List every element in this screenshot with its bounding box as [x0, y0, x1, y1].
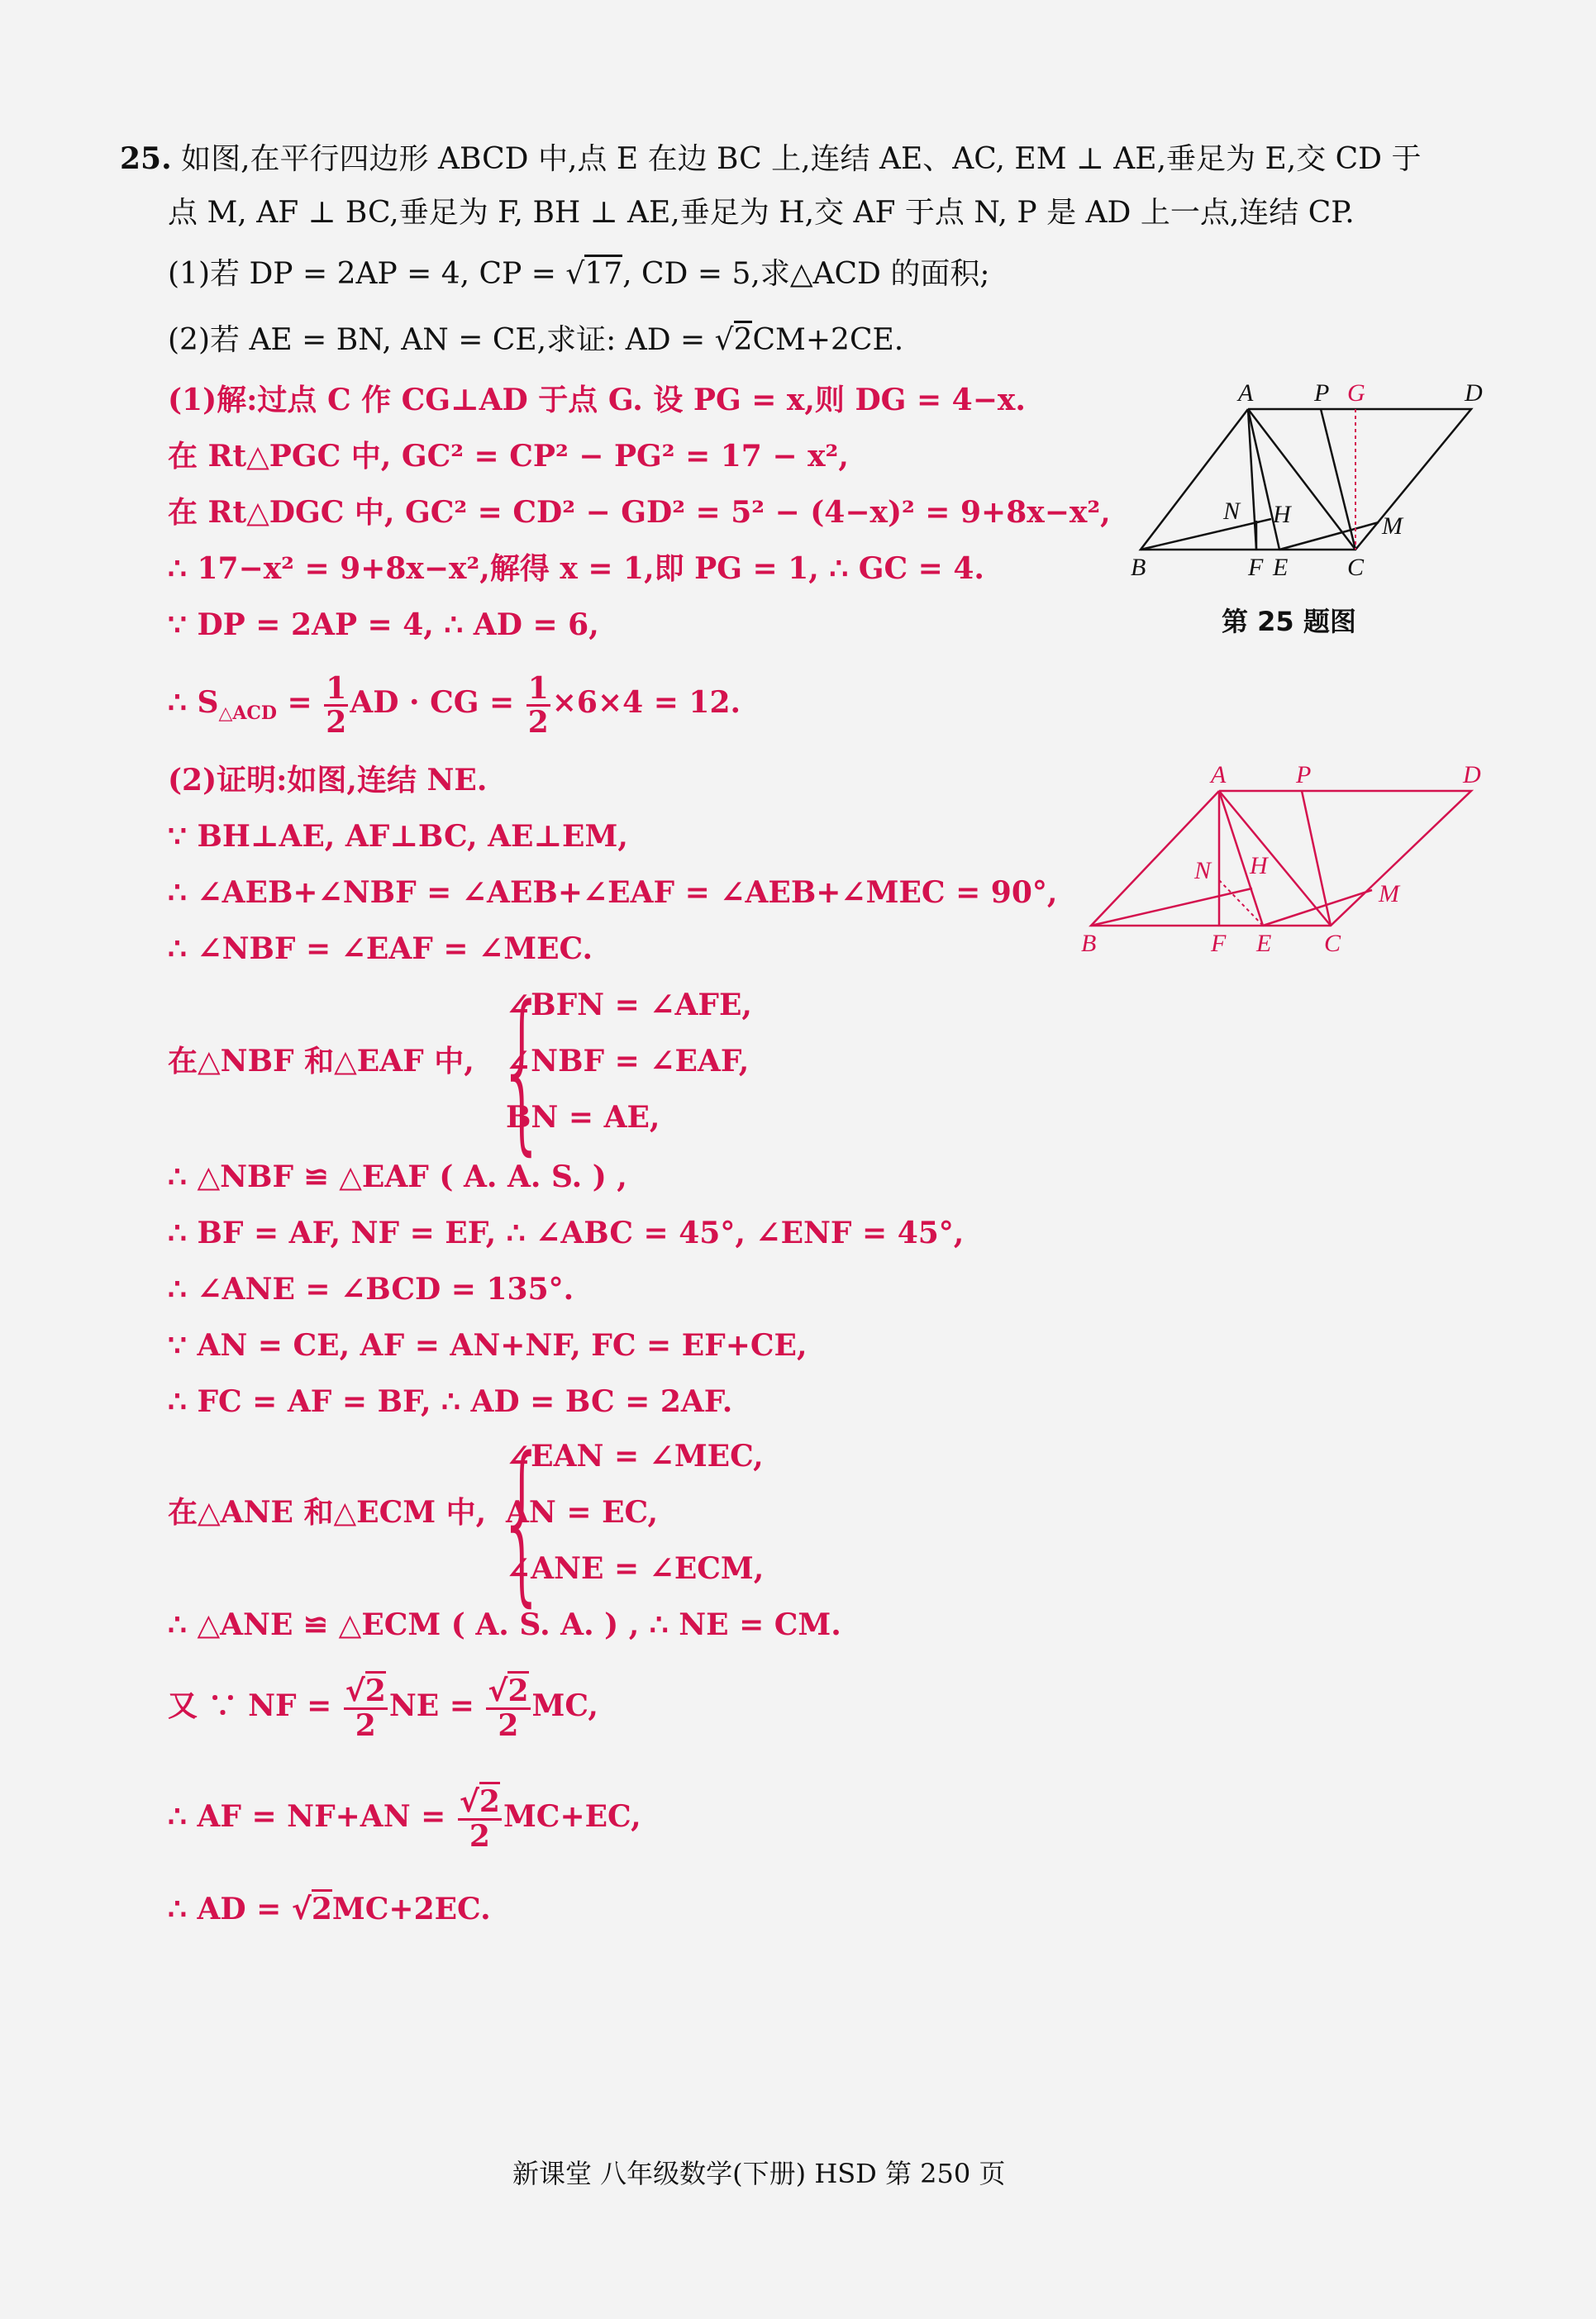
- part1-sqrt: 17: [584, 255, 622, 291]
- answer-text: 在△NBF 和△EAF 中,: [168, 1044, 474, 1079]
- answer-area-line: [168, 669, 741, 746]
- part2-text-a: (2)若 AE = BN, AN = CE,求证: AD =: [168, 323, 715, 357]
- figure-solution: [1074, 756, 1504, 963]
- system-1-eq-3: [506, 1098, 660, 1137]
- answer-line: [168, 1269, 574, 1309]
- label-c: C: [1347, 554, 1365, 581]
- fraction-numerator: [458, 1786, 502, 1821]
- sqrt-sign: √: [565, 257, 585, 291]
- answer-text: 在△ANE 和△ECM 中,: [168, 1495, 487, 1530]
- fraction-sqrt2-over-2: [486, 1675, 530, 1741]
- page-footer: 新课堂 八年级数学(下册) HSD 第 250 页: [512, 2158, 1006, 2189]
- label-f: F: [1211, 930, 1227, 957]
- fraction-denominator: 2: [469, 1819, 490, 1854]
- answer-text: ∴ ∠ANE = ∠BCD = 135°.: [168, 1272, 574, 1307]
- sqrt-sign: √: [459, 1785, 479, 1819]
- sqrt-value: 2: [312, 1889, 332, 1926]
- question-stem-1: 如图,在平行四边形 ABCD 中,点 E 在边 BC 上,连结 AE、AC, EM ⊥ AE,垂足为 E,交 CD 于: [181, 142, 1422, 176]
- question-stem-2: 点 M, AF ⊥ BC,垂足为 F, BH ⊥ AE,垂足为 H,交 AF 于点 N, P 是 AD 上一点,连结 CP.: [168, 196, 1355, 230]
- fraction-half: [324, 670, 348, 740]
- answer-text: ∴ ∠NBF = ∠EAF = ∠MEC.: [168, 931, 593, 966]
- answer-line: [168, 493, 1111, 532]
- answer-line: [168, 873, 1057, 912]
- question-part-2: [168, 321, 903, 360]
- fraction-denominator: 2: [498, 1708, 519, 1743]
- label-e: E: [1256, 930, 1272, 957]
- answer-line: [168, 1382, 732, 1421]
- fraction-numerator: [486, 1675, 530, 1710]
- answer-text: ∵ DP = 2AP = 4, ∴ AD = 6,: [168, 607, 599, 642]
- answer-text: ×6×4 = 12.: [551, 685, 741, 720]
- answer-line: [168, 1157, 627, 1197]
- label-f: F: [1248, 554, 1264, 581]
- label-a: A: [1211, 761, 1227, 788]
- sqrt-sign: √: [291, 1893, 312, 1926]
- answer-text: ∴ FC = AF = BF, ∴ AD = BC = 2AF.: [168, 1384, 733, 1419]
- fraction-numerator: [344, 1675, 388, 1710]
- sqrt-sign: √: [345, 1674, 365, 1708]
- fraction-denominator: 2: [355, 1708, 376, 1743]
- answer-line: [168, 605, 599, 645]
- system-1-eq-2: [506, 1041, 749, 1081]
- answer-text: ∠NBF = ∠EAF,: [506, 1044, 750, 1079]
- label-h: H: [1273, 501, 1291, 528]
- answer-line: [168, 549, 984, 588]
- segment-em: [1279, 522, 1379, 550]
- system-1-eq-1: [506, 985, 752, 1025]
- answer-line: [168, 436, 849, 476]
- answer-text: ∴ BF = AF, NF = EF, ∴ ∠ABC = 45°, ∠ENF = 45°,: [168, 1216, 965, 1250]
- answer-line-af: [168, 1777, 641, 1856]
- label-b: B: [1131, 554, 1146, 581]
- fraction-sqrt2-over-2: [458, 1786, 502, 1852]
- label-p: P: [1296, 761, 1312, 788]
- label-c: C: [1324, 930, 1341, 957]
- answer-text: =: [277, 685, 323, 720]
- answer-text: ∠EAN = ∠MEC,: [506, 1439, 764, 1474]
- answer-line: [168, 817, 628, 856]
- answer-line: [168, 380, 1026, 420]
- left-brace: {: [498, 1420, 548, 1622]
- system-2-eq-2: [506, 1493, 658, 1532]
- question-line-2: [168, 193, 1355, 233]
- label-p: P: [1314, 379, 1330, 407]
- label-n: N: [1223, 498, 1241, 525]
- system-1-label: [168, 1041, 474, 1081]
- segment-ac: [1219, 791, 1331, 926]
- answer-text: ∴ 17−x² = 9+8x−x²,解得 x = 1,即 PG = 1, ∴ GC = 4.: [168, 551, 984, 586]
- system-2-label: [168, 1493, 486, 1532]
- sqrt-sign: √: [488, 1674, 508, 1708]
- label-m: M: [1382, 512, 1403, 540]
- answer-line-nf: [168, 1666, 598, 1745]
- part1-text-b: , CD = 5,求△ACD 的面积;: [622, 257, 990, 291]
- label-g: G: [1347, 379, 1365, 407]
- fraction-numerator: 1: [527, 670, 549, 706]
- answer-line-ad: [168, 1889, 491, 1930]
- sqrt-value: 2: [365, 1671, 386, 1708]
- answer-text: 又 ∵ NF =: [168, 1688, 342, 1723]
- segment-bh: [1091, 888, 1252, 926]
- answer-text: ∠BFN = ∠AFE,: [506, 988, 752, 1022]
- label-n: N: [1194, 857, 1212, 884]
- answer-text: ∴ ∠AEB+∠NBF = ∠AEB+∠EAF = ∠AEB+∠MEC = 90°,: [168, 875, 1058, 910]
- answer-text: MC,: [531, 1688, 598, 1723]
- label-b: B: [1081, 930, 1097, 957]
- label-m: M: [1379, 880, 1399, 907]
- answer-text: ∴ AD =: [168, 1892, 292, 1926]
- answer-line: [168, 929, 593, 969]
- fraction-sqrt2-over-2: [344, 1675, 388, 1741]
- question-number: 25.: [120, 141, 172, 176]
- answer-text: 在 Rt△DGC 中, GC² = CD² − GD² = 5² − (4−x)² = 9+8x−x²,: [168, 495, 1111, 530]
- label-h: H: [1250, 852, 1268, 879]
- answer-text: BN = AE,: [506, 1100, 660, 1135]
- part2-sqrt: 2: [734, 321, 753, 357]
- question-part-1: [168, 255, 989, 294]
- fraction-half: [526, 670, 550, 740]
- segment-em: [1263, 890, 1372, 926]
- answer-text: ∵ AN = CE, AF = AN+NF, FC = EF+CE,: [168, 1328, 808, 1363]
- answer-text: ∵ BH⊥AE, AF⊥BC, AE⊥EM,: [168, 819, 628, 854]
- answer-text: ∴ S: [168, 685, 219, 720]
- sqrt-value: 2: [479, 1782, 500, 1819]
- label-d: D: [1463, 761, 1481, 788]
- answer-text: (1)解:过点 C 作 CG⊥AD 于点 G. 设 PG = x,则 DG = 4−x.: [168, 383, 1026, 417]
- left-brace: {: [498, 969, 548, 1171]
- figure-25: [1116, 372, 1496, 595]
- answer-text: AN = EC,: [506, 1495, 659, 1530]
- answer-line: [168, 1326, 808, 1365]
- system-2-eq-1: [506, 1436, 764, 1476]
- label-e: E: [1273, 554, 1289, 581]
- answer-text: (2)证明:如图,连结 NE.: [168, 763, 488, 798]
- system-2-eq-3: [506, 1549, 764, 1588]
- answer-text: NE =: [388, 1688, 485, 1723]
- label-d: D: [1465, 379, 1483, 407]
- answer-text: MC+EC,: [503, 1799, 641, 1834]
- answer-text: 在 Rt△PGC 中, GC² = CP² − PG² = 17 − x²,: [168, 439, 849, 474]
- answer-line: [168, 1213, 964, 1253]
- answer-line: [168, 760, 487, 800]
- parallelogram-abcd: [1141, 409, 1471, 550]
- answer-text: AD · CG =: [350, 685, 525, 720]
- answer-text: ∴ △ANE ≌ △ECM ( A. S. A. ) , ∴ NE = CM.: [168, 1607, 841, 1642]
- figure-caption: 第 25 题图: [1222, 606, 1356, 637]
- part1-text-a: (1)若 DP = 2AP = 4, CP =: [168, 257, 566, 291]
- sqrt-sign: √: [714, 323, 734, 357]
- sqrt-value: 2: [507, 1671, 528, 1708]
- answer-text: ∴ △NBF ≌ △EAF ( A. A. S. ) ,: [168, 1160, 627, 1194]
- fraction-denominator: 2: [527, 704, 549, 740]
- area-subscript: △ACD: [218, 702, 278, 725]
- label-a: A: [1238, 379, 1254, 407]
- answer-text: ∴ AF = NF+AN =: [168, 1799, 456, 1834]
- answer-line: [168, 1605, 841, 1645]
- parallelogram-abcd: [1091, 791, 1471, 926]
- fraction-numerator: 1: [326, 670, 347, 706]
- part2-text-b: CM+2CE.: [752, 323, 904, 357]
- answer-text: ∠ANE = ∠ECM,: [506, 1551, 765, 1586]
- fraction-denominator: 2: [326, 704, 347, 740]
- answer-text: MC+2EC.: [331, 1892, 491, 1926]
- question-line-1: [120, 139, 1422, 179]
